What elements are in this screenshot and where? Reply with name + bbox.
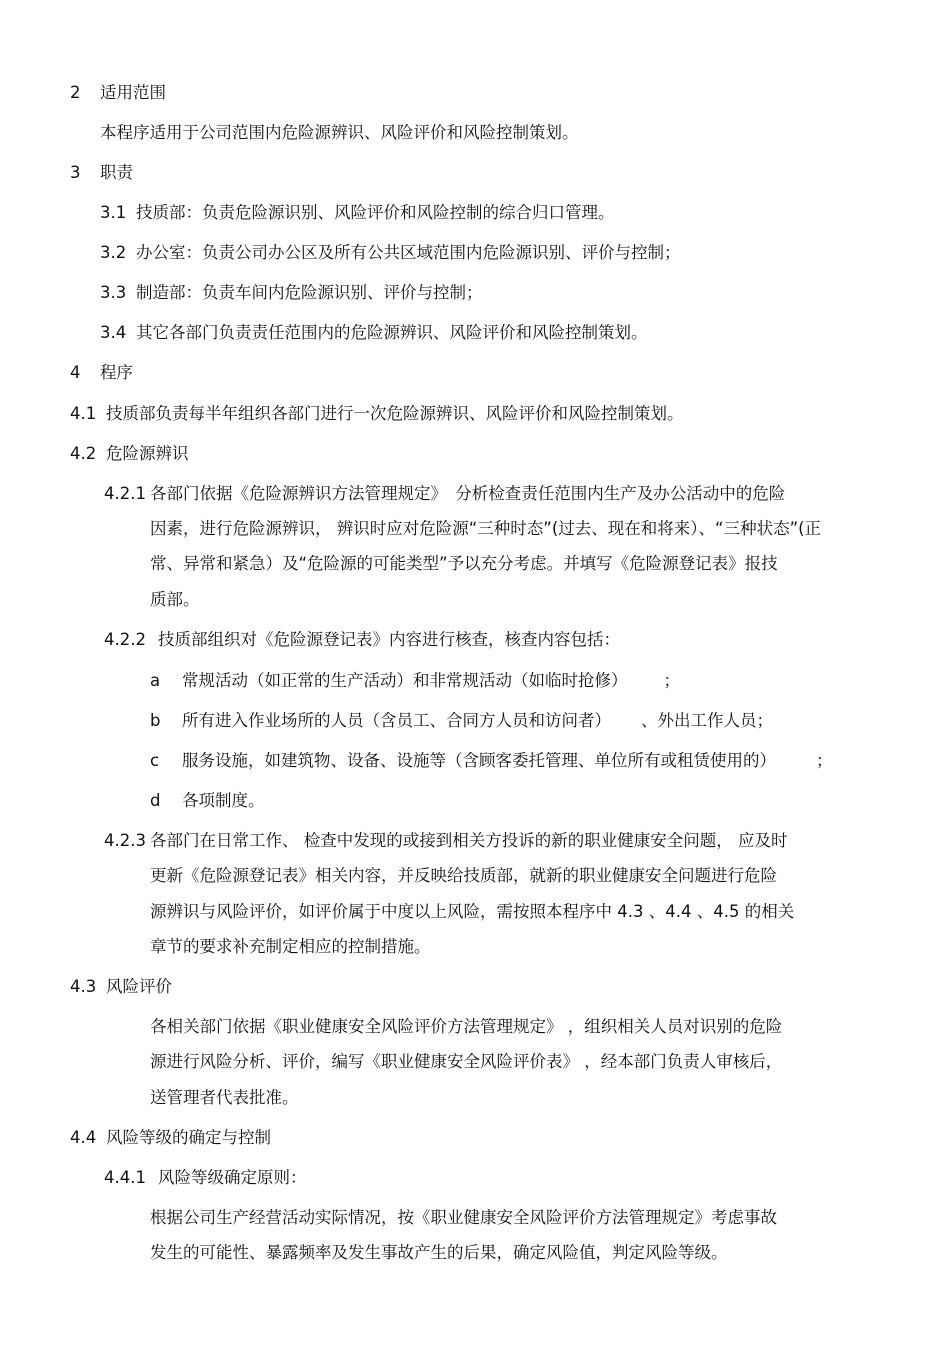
list-item-d — [150, 790, 265, 812]
clause-title: 风险等级的确定与控制 — [106, 1128, 271, 1147]
clause-number: 4.2.2 — [104, 630, 146, 649]
list-letter: b — [150, 711, 161, 730]
clause-text: 办公室：负责公司办公区及所有公共区域范围内危险源识别、评价与控制； — [136, 243, 681, 262]
section-4-heading — [70, 362, 133, 384]
clause-number: 4.2 — [70, 444, 97, 463]
clause-line: 更新《危险源登记表》相关内容，并反映给技质部，就新的职业健康安全问题进行危险 — [150, 866, 777, 885]
section-2-heading — [70, 82, 166, 104]
clause-line: 源辨识与风险评价，如评价属于中度以上风险，需按照本程序中 4.3 、4.4 、4.5 的相关 — [150, 902, 795, 921]
list-letter: d — [150, 791, 161, 810]
clause-number: 3.1 — [100, 203, 127, 222]
clause-4-4-1 — [104, 1167, 307, 1189]
clause-text: 制造部：负责车间内危险源识别、评价与控制； — [136, 283, 483, 302]
clause-line: 各部门依据《危险源辨识方法管理规定》 分析检查责任范围内生产及办公活动中的危险 — [150, 484, 786, 503]
clause-4-3-heading — [70, 976, 172, 998]
clause-line: 质部。 — [150, 590, 200, 609]
section-number: 2 — [70, 83, 81, 102]
list-text: 各项制度。 — [182, 791, 265, 810]
clause-title: 风险等级确定原则： — [158, 1168, 307, 1187]
list-item-c — [150, 750, 833, 772]
clause-3-1 — [100, 202, 615, 224]
list-item-a — [150, 670, 680, 692]
clause-line: 章节的要求补充制定相应的控制措施。 — [150, 937, 431, 956]
section-2-body: 本程序适用于公司范围内危险源辨识、风险评价和风险控制策划。 — [100, 123, 579, 142]
list-tail: ； — [663, 671, 680, 690]
list-text: 服务设施，如建筑物、设备、设施等（含顾客委托管理、单位所有或租赁使用的） — [182, 751, 776, 770]
clause-number: 3.2 — [100, 243, 127, 262]
clause-3-3 — [100, 282, 483, 304]
section-title: 程序 — [100, 363, 133, 382]
section-number: 4 — [70, 363, 81, 382]
clause-text: 技质部：负责危险源识别、风险评价和风险控制的综合归口管理。 — [136, 203, 615, 222]
section-title: 适用范围 — [100, 83, 166, 102]
clause-line: 各部门在日常工作、 检查中发现的或接到相关方投诉的新的职业健康安全问题， 应及时 — [150, 831, 788, 850]
list-tail: 、外出工作人员； — [641, 711, 773, 730]
clause-line: 常、异常和紧急）及“危险源的可能类型”予以充分考虑。并填写《危险源登记表》报技 — [150, 554, 778, 573]
list-item-b — [150, 710, 773, 732]
clause-4-4-heading — [70, 1127, 271, 1149]
clause-4-2-2 — [104, 629, 620, 651]
list-text: 所有进入作业场所的人员（含员工、合同方人员和访问者） — [182, 711, 611, 730]
section-title: 职责 — [100, 163, 133, 182]
clause-number: 4.1 — [70, 404, 97, 423]
clause-line: 各相关部门依据《职业健康安全风险评价方法管理规定》 ，组织相关人员对识别的危险 — [150, 1017, 783, 1036]
clause-number: 4.3 — [70, 977, 97, 996]
clause-line: 因素，进行危险源辨识， 辨识时应对危险源“三种时态”(过去、现在和将来）、“三种状态”(正 — [150, 519, 822, 538]
clause-4-2-3 — [104, 830, 788, 852]
clause-3-2 — [100, 242, 681, 264]
clause-title: 风险评价 — [106, 977, 172, 996]
clause-number: 4.2.1 — [104, 484, 146, 503]
clause-title: 危险源辨识 — [106, 444, 189, 463]
clause-number: 4.4.1 — [104, 1168, 146, 1187]
clause-text: 技质部负责每半年组织各部门进行一次危险源辨识、风险评价和风险控制策划。 — [106, 404, 684, 423]
clause-line: 根据公司生产经营活动实际情况，按《职业健康安全风险评价方法管理规定》考虑事故 — [150, 1208, 777, 1227]
clause-number: 4.2.3 — [104, 831, 146, 850]
clause-line: 源进行风险分析、评价，编写《职业健康安全风险评价表》 ，经本部门负责人审核后， — [150, 1052, 783, 1071]
clause-number: 3.4 — [100, 323, 127, 342]
clause-text: 其它各部门负责责任范围内的危险源辨识、风险评价和风险控制策划。 — [136, 323, 648, 342]
list-text: 常规活动（如正常的生产活动）和非常规活动（如临时抢修） — [182, 671, 628, 690]
list-letter: c — [150, 751, 160, 770]
section-3-heading — [70, 162, 133, 184]
section-number: 3 — [70, 163, 81, 182]
clause-4-2-1 — [104, 483, 785, 505]
clause-4-2-heading — [70, 443, 189, 465]
clause-number: 4.4 — [70, 1128, 97, 1147]
clause-line: 发生的可能性、暴露频率及发生事故产生的后果，确定风险值，判定风险等级。 — [150, 1243, 728, 1262]
clause-text: 技质部组织对《危险源登记表》内容进行核查，核查内容包括： — [158, 630, 620, 649]
clause-3-4 — [100, 322, 648, 344]
list-letter: a — [150, 671, 161, 690]
clause-4-1 — [70, 403, 684, 425]
list-tail: ； — [816, 751, 833, 770]
clause-number: 3.3 — [100, 283, 127, 302]
clause-line: 送管理者代表批准。 — [150, 1088, 299, 1107]
